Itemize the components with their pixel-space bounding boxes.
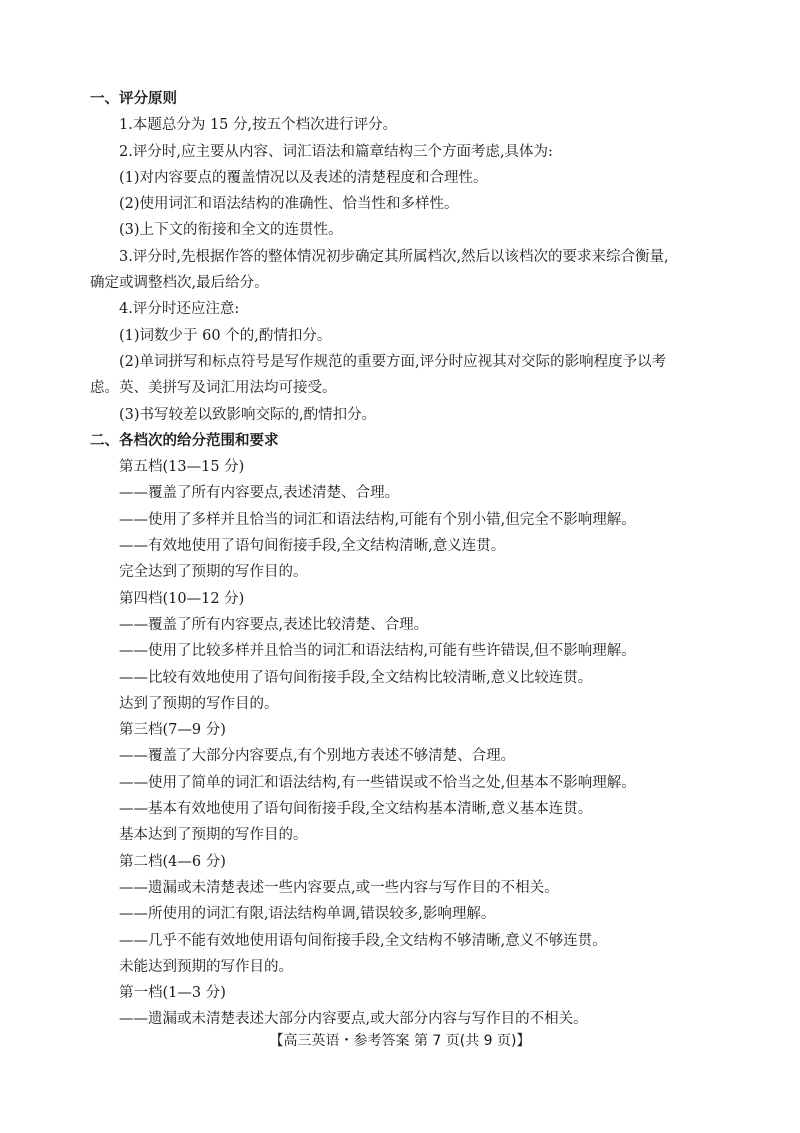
level-point: ——覆盖了大部分内容要点,有个别地方表述不够清楚、合理。 [119,748,516,765]
level-title: 第二档(4—6 分) [119,853,226,870]
level-point: ——使用了多样并且恰当的词汇和语法结构,可能有个别小错,但完全不影响理解。 [119,511,636,528]
page-footer: 【高三英语・参考答案 第 7 页(共 9 页)】 [269,1033,531,1049]
principle-3-line-1: 3.评分时,先根据作答的整体情况初步确定其所属档次,然后以该档次的要求来综合衡量, [119,248,669,265]
level-point: ——几乎不能有效地使用语句间衔接手段,全文结构不够清晰,意义不够连贯。 [119,932,607,949]
level-title: 第四档(10—12 分) [119,590,245,607]
level-point: ——覆盖了所有内容要点,表述清楚、合理。 [119,485,400,502]
section-heading-scoring-principles: 一、评分原则 [90,91,177,107]
level-point: ——覆盖了所有内容要点,表述比较清楚、合理。 [119,616,429,633]
level-point: ——比较有效地使用了语句间衔接手段,全文结构比较清晰,意义比较连贯。 [119,669,593,686]
principle-4-item-3: (3)书写较差以致影响交际的,酌情扣分。 [119,406,377,423]
principle-4-item-1: (1)词数少于 60 个的,酌情扣分。 [119,327,332,344]
principle-2-item-3: (3)上下文的衔接和全文的连贯性。 [119,222,343,239]
level-point: ——使用了比较多样并且恰当的词汇和语法结构,可能有些许错误,但不影响理解。 [119,643,636,660]
principle-2-item-2: (2)使用词汇和语法结构的准确性、恰当性和多样性。 [119,196,459,213]
level-title: 第五档(13—15 分) [119,459,245,476]
principle-4: 4.评分时还应注意: [119,301,240,318]
principle-2-item-1: (1)对内容要点的覆盖情况以及表述的清楚程度和合理性。 [119,169,488,186]
level-5 [90,454,730,585]
level-point: ——基本有效地使用了语句间衔接手段,全文结构基本清晰,意义基本连贯。 [119,801,593,818]
principle-3-line-2: 确定或调整档次,最后给分。 [90,275,269,292]
level-summary: 基本达到了预期的写作目的。 [119,827,308,844]
level-point: ——遗漏或未清楚表述一些内容要点,或一些内容与写作目的不相关。 [119,879,559,896]
principle-4-item-2-line-1: (2)单词拼写和标点符号是写作规范的重要方面,评分时应视其对交际的影响程度予以考 [119,353,667,370]
level-4 [90,586,730,717]
level-summary: 未能达到预期的写作目的。 [119,958,293,975]
level-summary: 完全达到了预期的写作目的。 [119,564,308,581]
level-point: ——有效地使用了语句间衔接手段,全文结构清晰,意义连贯。 [119,538,506,555]
principle-2: 2.评分时,应主要从内容、词汇语法和篇章结构三个方面考虑,具体为: [119,143,553,160]
level-3 [90,717,730,848]
level-title: 第一档(1—3 分) [119,985,226,1002]
level-1 [90,980,730,1033]
principle-4-item-2-line-2: 虑。英、美拼写及词汇用法均可接受。 [90,380,337,397]
level-title: 第三档(7—9 分) [119,722,226,739]
section-heading-levels: 二、各档次的给分范围和要求 [90,432,279,449]
level-point: ——使用了简单的词汇和语法结构,有一些错误或不恰当之处,但基本不影响理解。 [119,774,636,791]
document-body [90,86,730,1033]
level-2 [90,849,730,980]
principle-1: 1.本题总分为 15 分,按五个档次进行评分。 [119,117,398,134]
level-point: ——所使用的词汇有限,语法结构单调,错误较多,影响理解。 [119,906,496,923]
level-point: ——遗漏或未清楚表述大部分内容要点,或大部分内容与写作目的不相关。 [119,1011,588,1028]
level-summary: 达到了预期的写作目的。 [119,695,279,712]
